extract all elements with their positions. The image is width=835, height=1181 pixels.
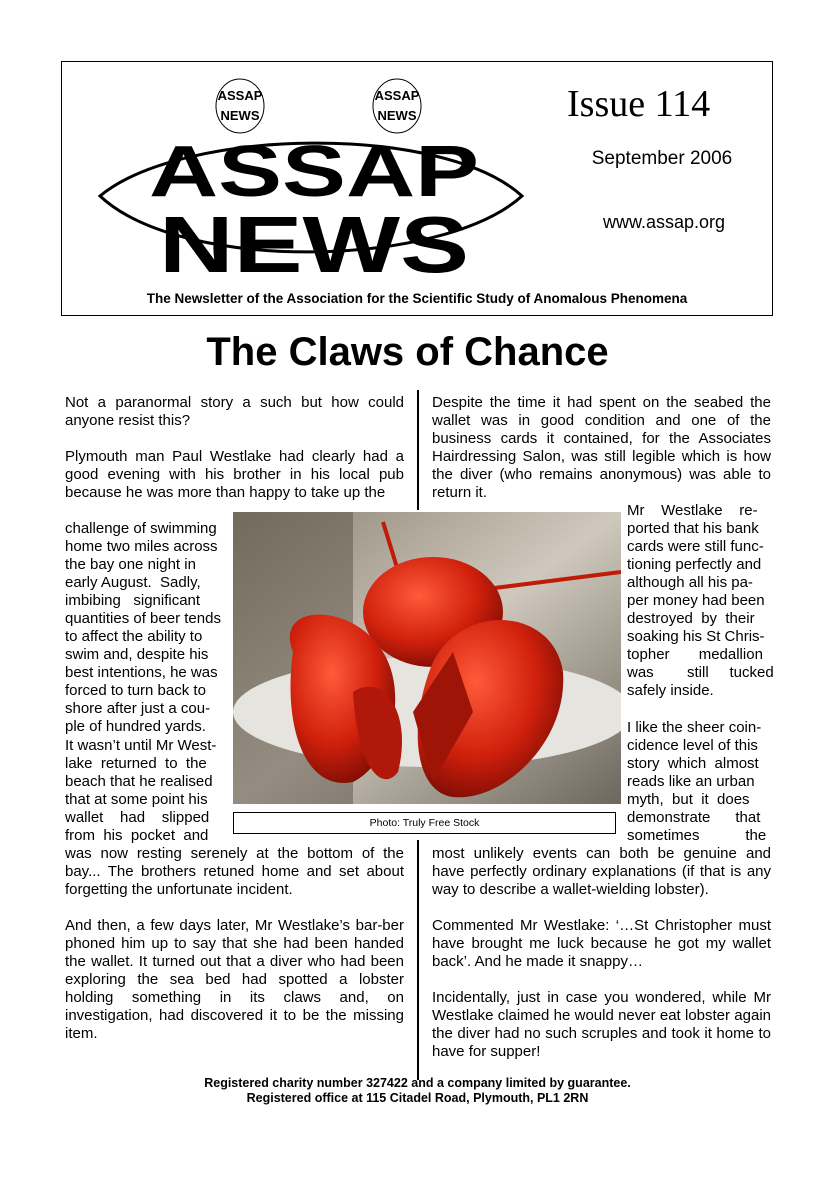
- right-small-logo: [373, 79, 421, 133]
- right-wrap-line: soaking his St Chris-: [627, 628, 765, 645]
- newsletter-tagline: The Newsletter of the Association for the Scientific Study of Anomalous Phenomena: [146, 291, 688, 306]
- footer: [0, 1076, 835, 1106]
- left-column-lower: [65, 845, 404, 1061]
- masthead: [61, 61, 773, 316]
- assap-news-logo: [92, 68, 532, 288]
- left-wrap-block-1: [65, 520, 229, 736]
- right-wrap-line: ported that his bank: [627, 520, 759, 537]
- left-wrap-line: to affect the ability to: [65, 628, 203, 645]
- left-column: [65, 394, 404, 502]
- right-wrap-2-line: myth, but it does: [627, 791, 750, 808]
- right-wrap-2-line: cidence level of this: [627, 737, 758, 754]
- left-wrap-2-line: lake returned to the: [65, 755, 207, 772]
- small-logo-text-bottom-right: NEWS: [377, 108, 417, 123]
- logo-big-bottom: NEWS: [159, 200, 469, 288]
- left-small-logo: [216, 79, 264, 133]
- left-wrap-2-line: that at some point his: [65, 791, 208, 808]
- left-paragraph-2-full: Plymouth man Paul Westlake had clearly had a good evening with his brother in his local pub because he was more than happy to take up the: [65, 448, 404, 501]
- right-wrap-2-line: demonstrate that: [627, 809, 761, 826]
- left-paragraph-1: Not a paranormal story a such but how could anyone resist this?: [65, 394, 404, 429]
- left-wrap-line: ple of hundred yards.: [65, 718, 206, 735]
- right-wrap-block-2: [627, 719, 771, 845]
- right-paragraph-3-full: most unlikely events can both be genuine and have perfectly ordinary explanations (if that is any way to describe a wallet-wielding lobster).: [432, 845, 771, 898]
- right-wrap-block-1: [627, 502, 774, 700]
- left-wrap-line: the bay one night in: [65, 556, 196, 573]
- column-divider: [417, 390, 419, 510]
- right-wrap-line: Mr Westlake re-: [627, 502, 758, 519]
- right-wrap-line: was still tucked: [627, 664, 774, 681]
- website-url[interactable]: www.assap.org: [602, 212, 726, 232]
- footer-charity-line: Registered charity number 327422 and a company limited by guarantee.: [204, 1076, 631, 1090]
- right-wrap-2-line: I like the sheer coin-: [627, 719, 762, 736]
- article-headline: The Claws of Chance: [206, 330, 609, 374]
- left-paragraph-4: And then, a few days later, Mr Westlake’s bar-ber phoned him up to say that she had been handed the wallet. It turned out that a diver who had been exploring the sea bed had spotted a lobster holding something in its claws and, on investigation, had discovered it to be the missing item.: [65, 917, 404, 1042]
- right-paragraph-5: Incidentally, just in case you wondered, while Mr Westlake claimed he would never eat lobster again the diver had no such scruples and took it home to have for supper!: [432, 989, 771, 1060]
- right-wrap-line: destroyed by their: [627, 610, 755, 627]
- left-wrap-2-line: beach that he realised: [65, 773, 213, 790]
- left-wrap-line: best intentions, he was: [65, 664, 218, 681]
- right-paragraph-1: Despite the time it had spent on the seabed the wallet was in good condition and one of the business cards it contained, for the Associates Hairdressing Salon, was still legible which is how the diver (who remains anonymous) was able to return it.: [432, 394, 771, 501]
- right-wrap-2-line: sometimes the: [627, 827, 767, 844]
- right-wrap-2-line: story which almost: [627, 755, 759, 772]
- left-paragraph-3-full: was now resting serenely at the bottom of the bay... The brothers retuned home and set about forgetting the unfortunate incident.: [65, 845, 404, 898]
- right-wrap-line: per money had been: [627, 592, 765, 609]
- right-wrap-line: tioning perfectly and: [627, 556, 762, 573]
- photo-caption: Photo: Truly Free Stock: [233, 812, 616, 834]
- left-wrap-line: imbibing significant: [65, 592, 201, 609]
- right-wrap-line: although all his pa-: [627, 574, 753, 591]
- left-wrap-2-line: from his pocket and: [65, 827, 209, 844]
- right-wrap-line: cards were still func-: [627, 538, 764, 555]
- left-wrap-block-2: [65, 737, 223, 845]
- right-column-lower: [432, 845, 771, 1079]
- right-paragraph-4: Commented Mr Westlake: ‘…St Christopher must have brought me luck because he got my wallet back’. And he made it snappy…: [432, 917, 771, 970]
- lobster-illustration: [233, 512, 621, 804]
- logo-big-top: ASSAP: [149, 132, 479, 212]
- left-wrap-line: quantities of beer tends: [65, 610, 221, 627]
- left-wrap-2-line: It wasn’t until Mr West-: [65, 737, 217, 754]
- issue-number: Issue 114: [567, 83, 711, 125]
- right-wrap-line: topher medallion: [627, 646, 763, 663]
- small-logo-text-bottom: NEWS: [220, 108, 260, 123]
- right-wrap-2-line: reads like an urban: [627, 773, 755, 790]
- footer-address-line: Registered office at 115 Citadel Road, Plymouth, PL1 2RN: [246, 1091, 589, 1105]
- left-wrap-line: challenge of swimming: [65, 520, 217, 537]
- left-wrap-line: forced to turn back to: [65, 682, 206, 699]
- small-logo-text-top: ASSAP: [217, 88, 263, 103]
- left-wrap-line: swim and, despite his: [65, 646, 209, 663]
- small-logo-text-top-right: ASSAP: [374, 88, 420, 103]
- left-wrap-line: early August. Sadly,: [65, 574, 201, 591]
- left-wrap-2-line: wallet had slipped: [65, 809, 210, 826]
- issue-date: September 2006: [591, 148, 733, 169]
- left-wrap-line: home two miles across: [65, 538, 218, 555]
- lobster-photo: [233, 512, 621, 804]
- left-wrap-line: shore after just a cou-: [65, 700, 211, 717]
- column-divider-lower: [417, 840, 419, 1080]
- right-wrap-line: safely inside.: [627, 682, 714, 699]
